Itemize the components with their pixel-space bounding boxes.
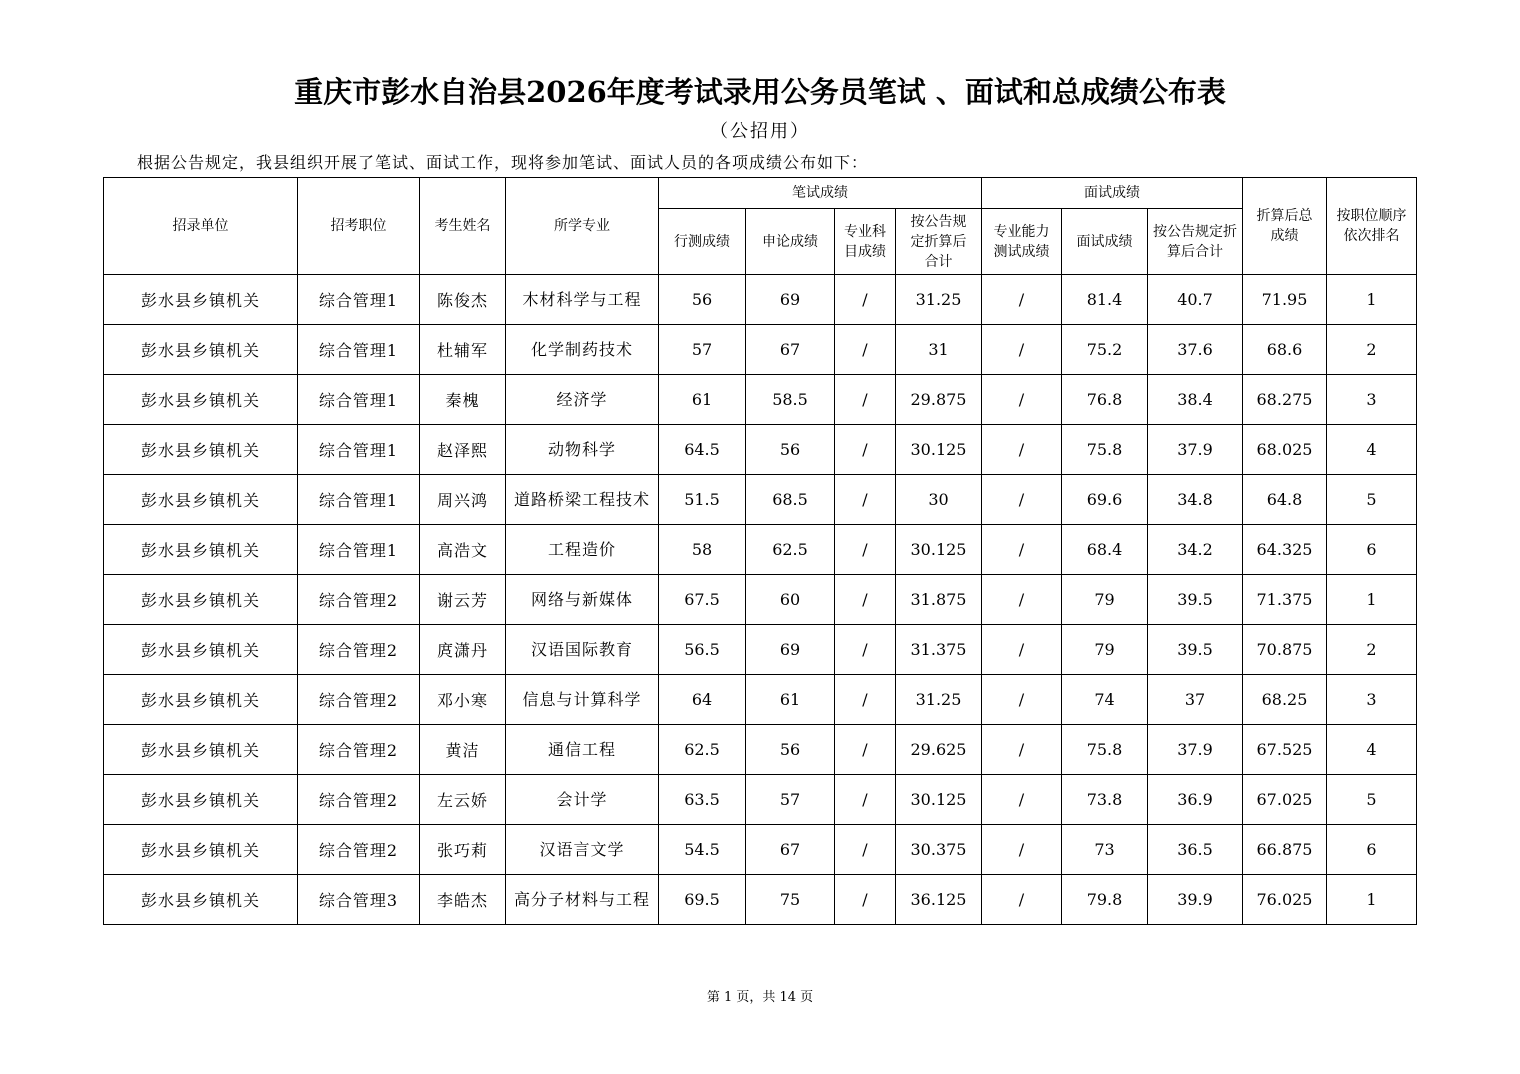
cell-interview-converted: 34.2 [1148, 525, 1243, 575]
cell-interview: 79 [1062, 625, 1148, 675]
cell-interview: 69.6 [1062, 475, 1148, 525]
header-name: 考生姓名 [420, 178, 506, 275]
table-row [104, 675, 1417, 725]
cell-name: 左云娇 [420, 775, 506, 825]
cell-name: 黄洁 [420, 725, 506, 775]
cell-rank: 5 [1327, 775, 1417, 825]
cell-total: 70.875 [1243, 625, 1327, 675]
cell-rank: 1 [1327, 575, 1417, 625]
cell-unit: 彭水县乡镇机关 [104, 775, 298, 825]
cell-written-converted: 31.375 [896, 625, 982, 675]
header-ability: 专业能力测试成绩 [982, 209, 1062, 275]
cell-ability: / [982, 825, 1062, 875]
cell-interview-converted: 40.7 [1148, 275, 1243, 325]
cell-written-converted: 31.875 [896, 575, 982, 625]
table-row [104, 875, 1417, 925]
cell-xingce: 57 [659, 325, 746, 375]
cell-written-converted: 29.625 [896, 725, 982, 775]
cell-special: / [835, 525, 896, 575]
cell-position: 综合管理2 [298, 675, 420, 725]
cell-shenlun: 56 [746, 425, 835, 475]
cell-interview: 73 [1062, 825, 1148, 875]
cell-interview-converted: 34.8 [1148, 475, 1243, 525]
scores-table [103, 177, 1417, 925]
cell-name: 谢云芳 [420, 575, 506, 625]
header-rank: 按职位顺序依次排名 [1327, 178, 1417, 275]
cell-total: 71.95 [1243, 275, 1327, 325]
cell-ability: / [982, 475, 1062, 525]
cell-ability: / [982, 575, 1062, 625]
cell-total: 68.6 [1243, 325, 1327, 375]
cell-position: 综合管理1 [298, 325, 420, 375]
cell-written-converted: 31 [896, 325, 982, 375]
cell-rank: 2 [1327, 325, 1417, 375]
cell-position: 综合管理1 [298, 375, 420, 425]
cell-special: / [835, 875, 896, 925]
cell-total: 67.525 [1243, 725, 1327, 775]
cell-ability: / [982, 675, 1062, 725]
cell-interview: 74 [1062, 675, 1148, 725]
cell-name: 周兴鸿 [420, 475, 506, 525]
cell-unit: 彭水县乡镇机关 [104, 625, 298, 675]
cell-ability: / [982, 725, 1062, 775]
cell-major: 网络与新媒体 [506, 575, 659, 625]
cell-position: 综合管理3 [298, 875, 420, 925]
cell-major: 汉语国际教育 [506, 625, 659, 675]
cell-position: 综合管理2 [298, 775, 420, 825]
cell-major: 木材科学与工程 [506, 275, 659, 325]
cell-major: 经济学 [506, 375, 659, 425]
cell-position: 综合管理2 [298, 575, 420, 625]
cell-special: / [835, 375, 896, 425]
cell-ability: / [982, 375, 1062, 425]
cell-interview-converted: 39.9 [1148, 875, 1243, 925]
cell-unit: 彭水县乡镇机关 [104, 375, 298, 425]
intro-text: 根据公告规定，我县组织开展了笔试、面试工作，现将参加笔试、面试人员的各项成绩公布如下： [137, 153, 869, 172]
header-interview-group: 面试成绩 [982, 178, 1243, 209]
cell-major: 通信工程 [506, 725, 659, 775]
cell-shenlun: 57 [746, 775, 835, 825]
cell-xingce: 54.5 [659, 825, 746, 875]
cell-major: 高分子材料与工程 [506, 875, 659, 925]
cell-special: / [835, 725, 896, 775]
cell-interview-converted: 39.5 [1148, 575, 1243, 625]
cell-position: 综合管理1 [298, 425, 420, 475]
cell-special: / [835, 575, 896, 625]
cell-major: 汉语言文学 [506, 825, 659, 875]
cell-total: 68.275 [1243, 375, 1327, 425]
cell-rank: 5 [1327, 475, 1417, 525]
cell-xingce: 67.5 [659, 575, 746, 625]
cell-unit: 彭水县乡镇机关 [104, 575, 298, 625]
cell-name: 邓小寒 [420, 675, 506, 725]
cell-interview-converted: 37.9 [1148, 725, 1243, 775]
cell-name: 赵泽熙 [420, 425, 506, 475]
cell-interview: 73.8 [1062, 775, 1148, 825]
cell-rank: 4 [1327, 725, 1417, 775]
cell-rank: 3 [1327, 675, 1417, 725]
cell-ability: / [982, 325, 1062, 375]
cell-name: 李皓杰 [420, 875, 506, 925]
header-unit: 招录单位 [104, 178, 298, 275]
cell-interview: 81.4 [1062, 275, 1148, 325]
cell-unit: 彭水县乡镇机关 [104, 875, 298, 925]
cell-rank: 1 [1327, 275, 1417, 325]
cell-ability: / [982, 875, 1062, 925]
table-row [104, 425, 1417, 475]
cell-xingce: 63.5 [659, 775, 746, 825]
cell-shenlun: 61 [746, 675, 835, 725]
cell-unit: 彭水县乡镇机关 [104, 525, 298, 575]
cell-major: 信息与计算科学 [506, 675, 659, 725]
cell-unit: 彭水县乡镇机关 [104, 825, 298, 875]
cell-shenlun: 67 [746, 825, 835, 875]
header-special: 专业科目成绩 [835, 209, 896, 275]
table-row [104, 375, 1417, 425]
cell-special: / [835, 825, 896, 875]
page-subtitle: （公招用） [710, 121, 810, 142]
cell-total: 76.025 [1243, 875, 1327, 925]
cell-interview-converted: 38.4 [1148, 375, 1243, 425]
header-written-converted: 按公告规定折算后合计 [896, 209, 982, 275]
cell-shenlun: 75 [746, 875, 835, 925]
cell-interview-converted: 37.6 [1148, 325, 1243, 375]
cell-interview: 68.4 [1062, 525, 1148, 575]
cell-shenlun: 69 [746, 625, 835, 675]
cell-interview-converted: 39.5 [1148, 625, 1243, 675]
cell-xingce: 64.5 [659, 425, 746, 475]
header-major: 所学专业 [506, 178, 659, 275]
cell-name: 庹潇丹 [420, 625, 506, 675]
cell-unit: 彭水县乡镇机关 [104, 475, 298, 525]
cell-written-converted: 31.25 [896, 275, 982, 325]
cell-total: 64.325 [1243, 525, 1327, 575]
cell-special: / [835, 475, 896, 525]
cell-special: / [835, 325, 896, 375]
cell-position: 综合管理2 [298, 625, 420, 675]
header-total: 折算后总成绩 [1243, 178, 1327, 275]
cell-total: 68.025 [1243, 425, 1327, 475]
table-body [104, 275, 1417, 925]
cell-written-converted: 31.25 [896, 675, 982, 725]
cell-interview-converted: 36.9 [1148, 775, 1243, 825]
cell-written-converted: 30 [896, 475, 982, 525]
cell-interview: 76.8 [1062, 375, 1148, 425]
cell-name: 秦槐 [420, 375, 506, 425]
cell-position: 综合管理1 [298, 525, 420, 575]
cell-unit: 彭水县乡镇机关 [104, 675, 298, 725]
cell-xingce: 61 [659, 375, 746, 425]
table-row [104, 775, 1417, 825]
cell-rank: 6 [1327, 525, 1417, 575]
cell-name: 陈俊杰 [420, 275, 506, 325]
cell-xingce: 62.5 [659, 725, 746, 775]
table-row [104, 725, 1417, 775]
cell-written-converted: 29.875 [896, 375, 982, 425]
cell-shenlun: 69 [746, 275, 835, 325]
cell-name: 高浩文 [420, 525, 506, 575]
cell-rank: 1 [1327, 875, 1417, 925]
cell-position: 综合管理2 [298, 725, 420, 775]
cell-interview: 79 [1062, 575, 1148, 625]
cell-interview: 75.8 [1062, 425, 1148, 475]
cell-unit: 彭水县乡镇机关 [104, 275, 298, 325]
cell-ability: / [982, 525, 1062, 575]
cell-xingce: 51.5 [659, 475, 746, 525]
page-footer: 第 1 页，共 14 页 [706, 990, 814, 1005]
cell-ability: / [982, 625, 1062, 675]
cell-xingce: 64 [659, 675, 746, 725]
cell-special: / [835, 775, 896, 825]
cell-unit: 彭水县乡镇机关 [104, 725, 298, 775]
cell-position: 综合管理1 [298, 475, 420, 525]
cell-interview: 75.2 [1062, 325, 1148, 375]
cell-special: / [835, 675, 896, 725]
cell-ability: / [982, 425, 1062, 475]
table-row [104, 275, 1417, 325]
cell-special: / [835, 625, 896, 675]
cell-shenlun: 56 [746, 725, 835, 775]
cell-major: 工程造价 [506, 525, 659, 575]
header-xingce: 行测成绩 [659, 209, 746, 275]
cell-shenlun: 67 [746, 325, 835, 375]
cell-written-converted: 30.125 [896, 425, 982, 475]
cell-interview-converted: 37 [1148, 675, 1243, 725]
cell-major: 会计学 [506, 775, 659, 825]
cell-special: / [835, 425, 896, 475]
table-row [104, 525, 1417, 575]
cell-xingce: 69.5 [659, 875, 746, 925]
cell-rank: 6 [1327, 825, 1417, 875]
cell-written-converted: 30.125 [896, 775, 982, 825]
cell-total: 64.8 [1243, 475, 1327, 525]
table-row [104, 475, 1417, 525]
header-shenlun: 申论成绩 [746, 209, 835, 275]
cell-ability: / [982, 775, 1062, 825]
header-written-group: 笔试成绩 [659, 178, 982, 209]
page-title: 重庆市彭水自治县2026年度考试录用公务员笔试 、面试和总成绩公布表 [294, 75, 1226, 109]
cell-name: 张巧莉 [420, 825, 506, 875]
cell-unit: 彭水县乡镇机关 [104, 325, 298, 375]
header-interview: 面试成绩 [1062, 209, 1148, 275]
cell-position: 综合管理2 [298, 825, 420, 875]
cell-rank: 2 [1327, 625, 1417, 675]
header-position: 招考职位 [298, 178, 420, 275]
cell-shenlun: 62.5 [746, 525, 835, 575]
cell-xingce: 56 [659, 275, 746, 325]
cell-written-converted: 30.375 [896, 825, 982, 875]
cell-shenlun: 68.5 [746, 475, 835, 525]
cell-interview: 75.8 [1062, 725, 1148, 775]
cell-unit: 彭水县乡镇机关 [104, 425, 298, 475]
cell-shenlun: 60 [746, 575, 835, 625]
cell-rank: 3 [1327, 375, 1417, 425]
cell-xingce: 56.5 [659, 625, 746, 675]
cell-major: 道路桥梁工程技术 [506, 475, 659, 525]
table-row [104, 825, 1417, 875]
cell-interview-converted: 37.9 [1148, 425, 1243, 475]
cell-total: 66.875 [1243, 825, 1327, 875]
cell-total: 68.25 [1243, 675, 1327, 725]
cell-xingce: 58 [659, 525, 746, 575]
cell-interview-converted: 36.5 [1148, 825, 1243, 875]
table-row [104, 325, 1417, 375]
cell-ability: / [982, 275, 1062, 325]
cell-written-converted: 30.125 [896, 525, 982, 575]
cell-name: 杜辅军 [420, 325, 506, 375]
cell-shenlun: 58.5 [746, 375, 835, 425]
cell-total: 71.375 [1243, 575, 1327, 625]
cell-major: 动物科学 [506, 425, 659, 475]
cell-rank: 4 [1327, 425, 1417, 475]
header-interview-converted: 按公告规定折算后合计 [1148, 209, 1243, 275]
cell-major: 化学制药技术 [506, 325, 659, 375]
table-row [104, 625, 1417, 675]
table-row [104, 575, 1417, 625]
cell-special: / [835, 275, 896, 325]
cell-total: 67.025 [1243, 775, 1327, 825]
cell-position: 综合管理1 [298, 275, 420, 325]
cell-interview: 79.8 [1062, 875, 1148, 925]
cell-written-converted: 36.125 [896, 875, 982, 925]
